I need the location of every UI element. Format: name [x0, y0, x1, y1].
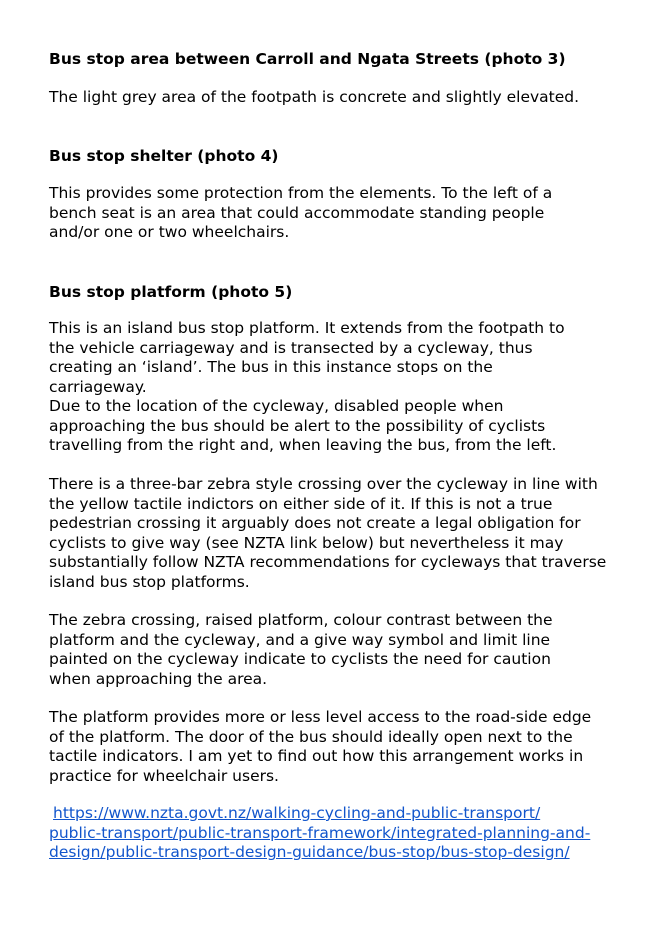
paragraph-bus-stop-shelter: This provides some protection from the elements. To the left of a bench seat is an area that could accommodate standing people and/or one or two wheelchairs.: [49, 184, 553, 242]
paragraph-platform-island: This is an island bus stop platform. It extends from the footpath to the vehicle carriageway and is transected by a cycleway, thus creating an ‘island’. The bus in this instance stops on the carriageway.: [49, 319, 565, 396]
paragraph-platform-zebra: There is a three-bar zebra style crossing over the cycleway in line with the yellow tactile indictors on either side of it. If this is not a true pedestrian crossing it arguably does not create a legal obligation for cyclists to give way (see NZTA link below) but nevertheless it may substantially follow NZTA recommendations for cycleways that traverse island bus stop platforms.: [49, 475, 607, 591]
nzta-link-line-3[interactable]: design/public-transport-design-guidance/bus-stop/bus-stop-design/: [49, 843, 570, 862]
nzta-link-block: [49, 804, 609, 863]
section-heading-bus-stop-platform: Bus stop platform (photo 5): [49, 283, 293, 301]
paragraph-platform-cycleway: Due to the location of the cycleway, disabled people when approaching the bus should be alert to the possibility of cyclists travelling from the right and, when leaving the bus, from the left.: [49, 397, 557, 455]
nzta-link-line-1[interactable]: https://www.nzta.govt.nz/walking-cycling-and-public-transport/: [53, 804, 541, 822]
section-heading-bus-stop-area: Bus stop area between Carroll and Ngata Streets (photo 3): [49, 50, 566, 68]
nzta-link-line-2[interactable]: public-transport/public-transport-framework/integrated-planning-and-: [49, 823, 591, 842]
paragraph-platform-access: The platform provides more or less level access to the road-side edge of the platform. The door of the bus should ideally open next to the tactile indicators. I am yet to find out how this arrangement works in practice for wheelchair users.: [49, 708, 592, 785]
section-heading-bus-stop-shelter: Bus stop shelter (photo 4): [49, 147, 279, 165]
paragraph-platform-caution: The zebra crossing, raised platform, colour contrast between the platform and the cycleway, and a give way symbol and limit line painted on the cycleway indicate to cyclists the need for caution when approaching the area.: [49, 611, 553, 688]
paragraph-bus-stop-area: The light grey area of the footpath is concrete and slightly elevated.: [49, 88, 580, 106]
